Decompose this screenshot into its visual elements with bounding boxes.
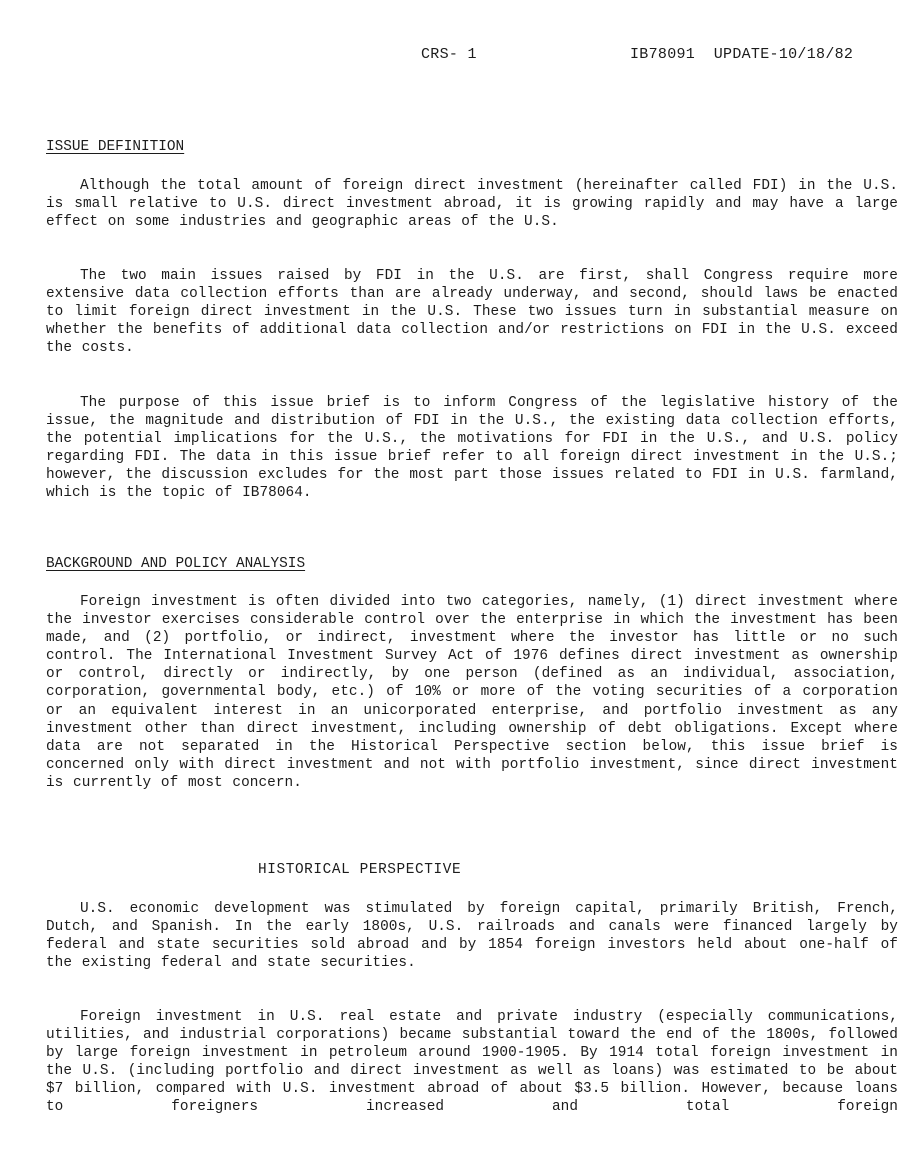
issue-definition-paragraph-1: Although the total amount of foreign direct investment (hereinafter called FDI) in the U.S. is small relative to U.S. direct investment abroad, it is growing rapidly and may have a large effect on some industries and geographic areas of the U.S. (46, 178, 898, 231)
page-number-header: CRS- 1 (421, 46, 477, 63)
background-heading: BACKGROUND AND POLICY ANALYSIS (46, 556, 306, 572)
background-paragraph-1: Foreign investment is often divided into two categories, namely, (1) direct investment where the investor exercises considerable control over the enterprise in which the investment has been made, and (2) portfolio, or indirect, investment where the investor has little or no such control. The International Investment Survey Act of 1976 defines direct investment as ownership or control, directly or indirectly, by one person (defined as an individual, association, corporation, governmental body, etc.) of 10% or more of the voting securities of a corporation or an equivalent interest in an unicorporated enterprise, and portfolio investment as any investment other than direct investment, including ownership of debt obligations. Except where data are not separated in the Historical Perspective section below, this issue brief is concerned only with direct investment and not with portfolio investment, since direct investment is currently of most concern. (46, 594, 898, 791)
issue-definition-paragraph-3: The purpose of this issue brief is to inform Congress of the legislative history of the issue, the magnitude and distribution of FDI in the U.S., the existing data collection efforts, the potential implications for the U.S., the motivations for FDI in the U.S., and U.S. policy regarding FDI. The data in this issue brief refer to all foreign direct investment in the U.S.; however, the discussion excludes for the most part those issues related to FDI in U.S. farmland, which is the topic of IB78064. (46, 395, 898, 502)
historical-paragraph-2: Foreign investment in U.S. real estate and private industry (especially communications, utilities, and industrial corporations) became substantial toward the end of the 1800s, followed by large foreign investment in petroleum around 1900-1905. By 1914 total foreign investment in the U.S. (including portfolio and direct investment as well as loans) was estimated to be about $7 billion, compared with U.S. investment abroad of about $3.5 billion. However, because loans to foreigners increased and total foreign (46, 1009, 898, 1116)
issue-definition-paragraph-2: The two main issues raised by FDI in the U.S. are first, shall Congress require more extensive data collection efforts than are already underway, and second, should laws be enacted to limit foreign direct investment in the U.S. These two issues turn in substantial measure on whether the benefits of additional data collection and/or restrictions on FDI in the U.S. exceed the costs. (46, 268, 898, 357)
document-id-header: IB78091 UPDATE-10/18/82 (630, 46, 854, 63)
issue-definition-heading: ISSUE DEFINITION (46, 139, 185, 155)
historical-perspective-heading: HISTORICAL PERSPECTIVE (258, 862, 462, 878)
historical-paragraph-1: U.S. economic development was stimulated by foreign capital, primarily British, French, Dutch, and Spanish. In the early 1800s, U.S. railroads and canals were financed largely by federal and state securities sold abroad and by 1854 foreign investors held about one-half of the existing federal and state securities. (46, 901, 898, 972)
